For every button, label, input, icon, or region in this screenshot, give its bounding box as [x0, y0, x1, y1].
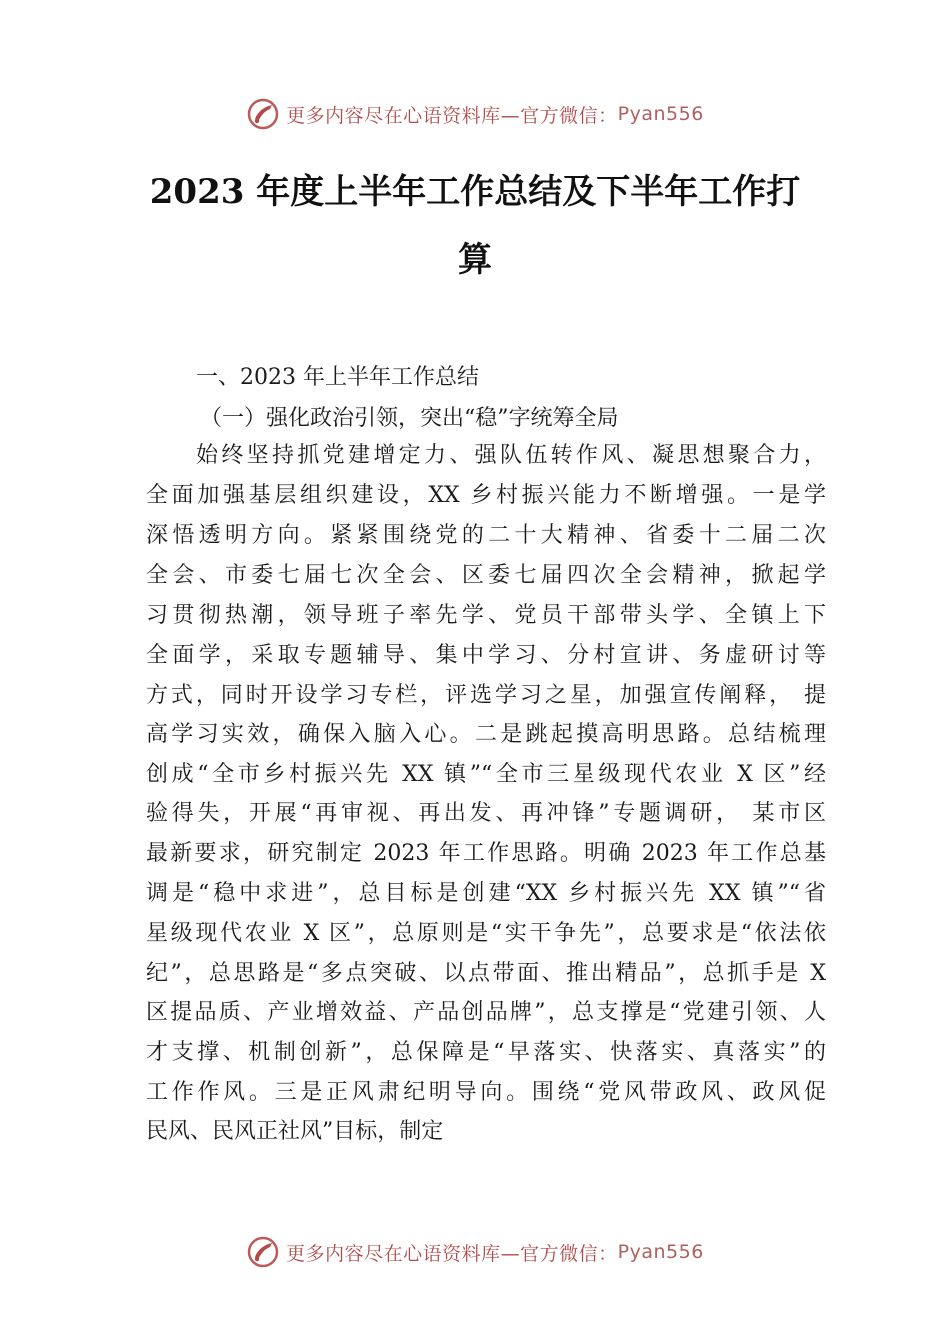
watermark-wechat-id: Pyan556 — [617, 1241, 704, 1263]
body-line: 始终坚持抓党建增定力、强队伍转作风、凝思想聚合力， — [196, 443, 826, 468]
brush-logo-icon — [246, 97, 280, 131]
body-line: 验得失，开展“再审视、再出发、再冲锋”专题调研， 某市区 — [146, 801, 826, 826]
body-line: 创成“全市乡村振兴先 XX 镇”“全市三星级现代农业 X 区”经 — [146, 762, 826, 787]
section-heading: 一、2023 年上半年工作总结 — [196, 365, 479, 390]
subsection-heading: （一）强化政治引领，突出“稳”字统筹全局 — [200, 406, 619, 431]
document-title-line-2: 算 — [458, 240, 492, 280]
body-line: 全面学，采取专题辅导、集中学习、分村宣讲、务虚研讨等 — [146, 643, 826, 668]
body-line: 方式，同时开设学习专栏，评选学习之星，加强宣传阐释， 提 — [146, 683, 826, 708]
footer-watermark — [0, 1234, 950, 1270]
watermark-text: 更多内容尽在心语资料库—官方微信： — [286, 1242, 618, 1265]
watermark-wechat-id: Pyan556 — [617, 103, 704, 125]
document-title-line-1: 2023 年度上半年工作总结及下半年工作打 — [149, 172, 801, 212]
body-line: 区提品质、产业增效益、产品创品牌”，总支撑是“党建引领、人 — [146, 1000, 826, 1025]
body-line: 最新要求，研究制定 2023 年工作思路。明确 2023 年工作总基 — [146, 841, 826, 866]
body-line: 星级现代农业 X 区”，总原则是“实干争先”，总要求是“依法依 — [146, 921, 826, 946]
brush-logo-icon — [246, 1235, 280, 1269]
body-line: 深悟透明方向。紧紧围绕党的二十大精神、省委十二届二次 — [146, 523, 826, 548]
body-line: 才支撑、机制创新”，总保障是“早落实、快落实、真落实”的 — [146, 1040, 826, 1065]
body-line: 民风、民风正社风”目标，制定 — [146, 1119, 444, 1144]
body-line: 习贯彻热潮，领导班子率先学、党员干部带头学、全镇上下 — [146, 603, 826, 628]
header-watermark — [0, 96, 950, 132]
body-line: 高学习实效，确保入脑入心。二是跳起摸高明思路。总结梳理 — [146, 722, 826, 747]
body-line: 全会、市委七届七次全会、区委七届四次全会精神，掀起学 — [146, 563, 826, 588]
watermark-text: 更多内容尽在心语资料库—官方微信： — [286, 104, 618, 127]
body-line: 全面加强基层组织建设，XX 乡村振兴能力不断增强。一是学 — [146, 483, 826, 508]
body-line: 工作作风。三是正风肃纪明导向。围绕“党风带政风、政风促 — [146, 1080, 826, 1105]
body-line: 调是“稳中求进”，总目标是创建“XX 乡村振兴先 XX 镇”“省 — [146, 881, 826, 906]
body-line: 纪”，总思路是“多点突破、以点带面、推出精品”，总抓手是 X — [146, 961, 826, 986]
